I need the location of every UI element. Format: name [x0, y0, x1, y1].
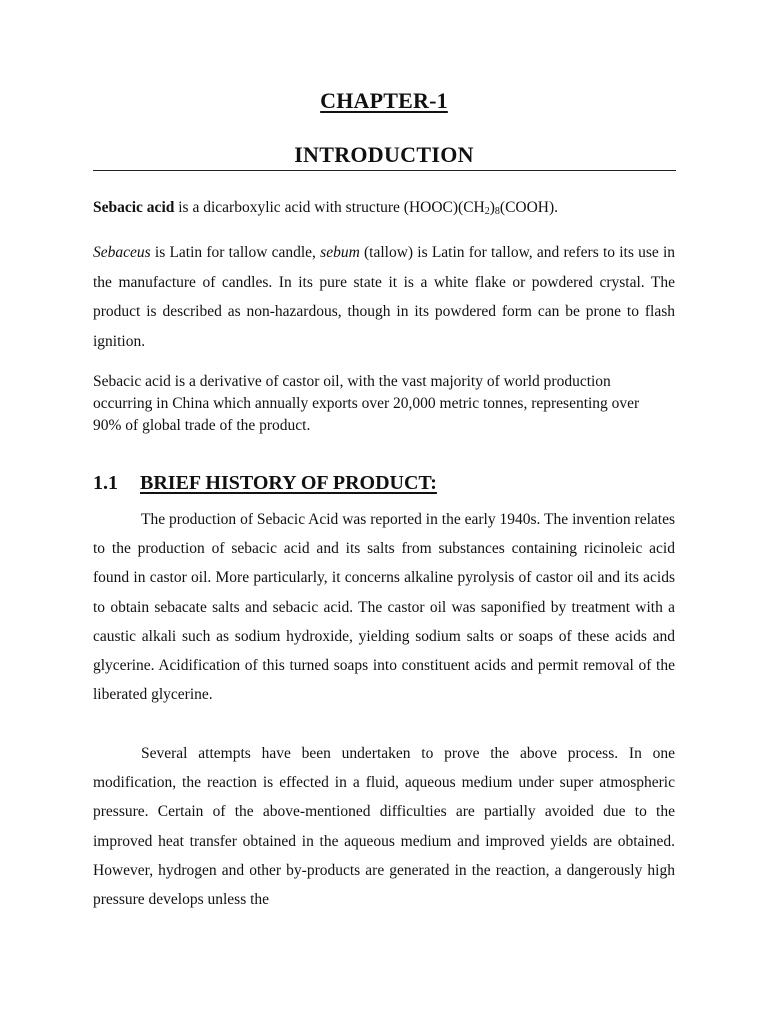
p1-subscript-1: 2 — [484, 206, 490, 217]
p2-text-2: (tallow) is Latin for tallow, and refers to its use in the manufacture of candles. In its pure state it is a white flake or powdered crystal. The product is described as non-hazardous, though in its powdered form can be prone to flash ignition. — [93, 244, 676, 350]
intro-paragraph-1 — [93, 198, 675, 218]
sebaceus-term: Sebaceus — [93, 244, 151, 261]
p1-subscript-2: 8 — [494, 206, 500, 217]
section-title: BRIEF HISTORY OF PRODUCT: — [140, 472, 437, 494]
p1-text: is a dicarboxylic acid with structure (HOOC)(CH — [174, 199, 485, 216]
history-paragraph-2: Several attempts have been undertaken to prove the above process. In one modification, the reaction is effected in a fluid, aqueous medium under super atmospheric pressure. Certain of the above-mentioned difficulties are partially avoided due to the improved heat transfer obtained in the aqueous medium and improved yields are obtained. However, hydrogen and other by-products are generated in the reaction, a dangerously high pressure develops unless the — [93, 745, 675, 909]
sebacic-acid-term: Sebacic acid — [93, 199, 175, 216]
intro-paragraph-3: Sebacic acid is a derivative of castor oil, with the vast majority of world production occurring in China which annually exports over 20,000 metric tonnes, representing over 90% of global trade of the product. — [93, 373, 640, 434]
p2-text-1: is Latin for tallow candle, — [150, 244, 321, 261]
chapter-title: INTRODUCTION — [294, 142, 474, 167]
history-paragraph-1: The production of Sebacic Acid was reported in the early 1940s. The invention relates to the production of sebacic acid and its salts from substances containing ricinoleic acid found in castor oil. More particularly, it concerns alkaline pyrolysis of castor oil and its acids to obtain sebacate salts and sebacic acid. The castor oil was saponified by treatment with a caustic alkali such as sodium hydroxide, yielding sodium salts or soaps of these acids and glycerine. Acidification of this turned soaps into constituent acids and permit removal of the liberated glycerine. — [93, 511, 675, 704]
section-heading — [93, 472, 675, 495]
chapter-label — [0, 88, 768, 114]
intro-paragraph-2 — [93, 238, 675, 356]
p1-end: (COOH). — [499, 199, 559, 216]
chapter-label-text: CHAPTER-1 — [320, 88, 448, 113]
p1-mid: ) — [489, 199, 495, 216]
title-divider — [93, 170, 676, 171]
sebum-term: sebum — [320, 244, 360, 261]
section-number: 1.1 — [93, 472, 118, 494]
